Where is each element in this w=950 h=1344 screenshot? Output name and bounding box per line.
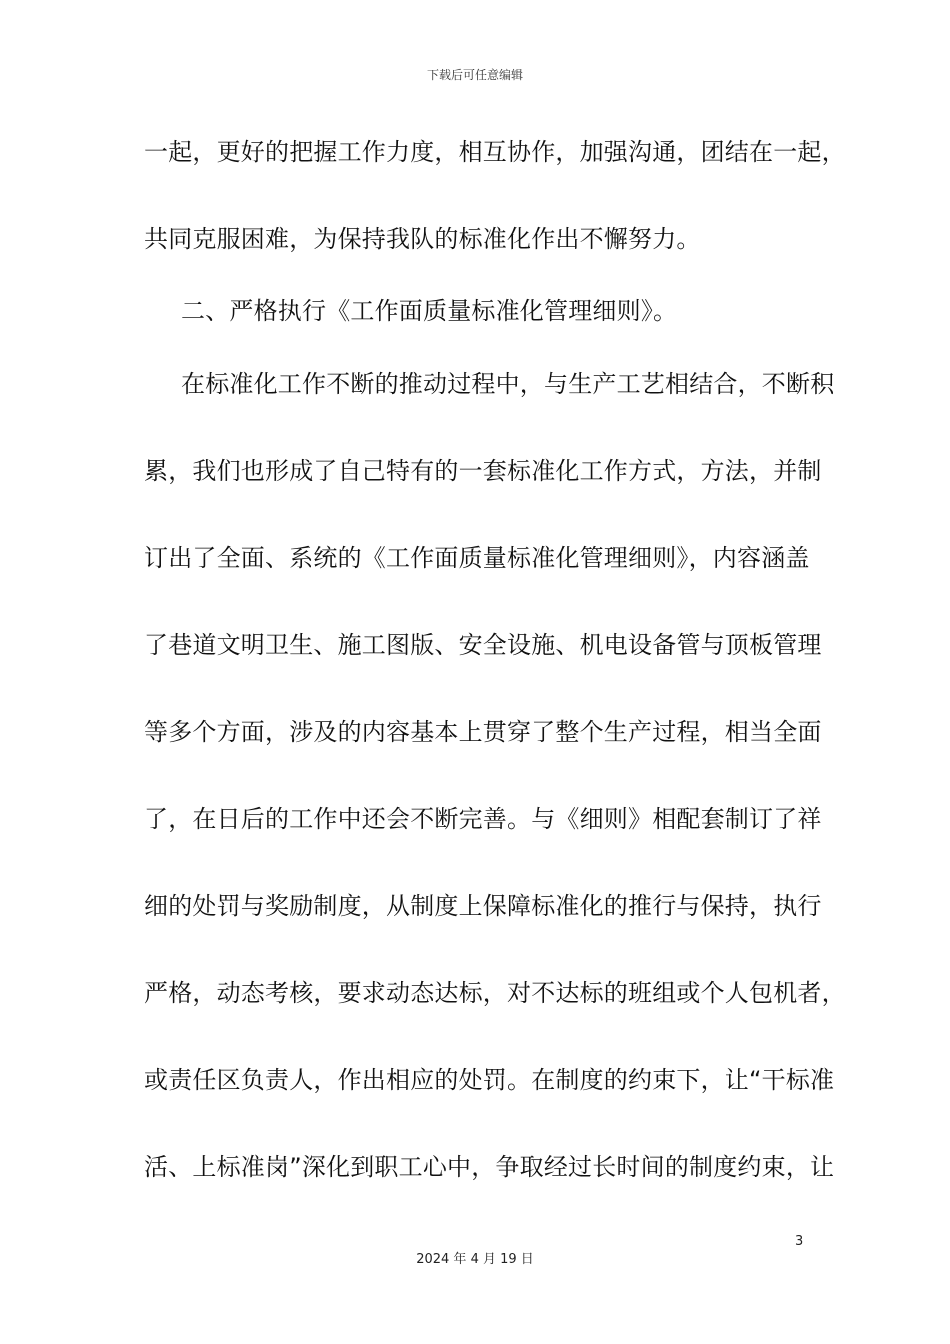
body-line-8: 等多个方面，涉及的内容基本上贯穿了整个生产过程，相当全面 <box>144 718 822 746</box>
page-number: 3 <box>795 1234 804 1249</box>
body-line-11: 严格，动态考核，要求动态达标，对不达标的班组或个人包机者， <box>144 979 846 1007</box>
body-line-12: 或责任区负责人，作出相应的处罚。在制度的约束下，让“干标准 <box>144 1066 835 1094</box>
body-line-4: 在标准化工作不断的推动过程中，与生产工艺相结合，不断积 <box>181 370 835 398</box>
body-line-6: 订出了全面、系统的《工作面质量标准化管理细则》，内容涵盖 <box>144 544 810 572</box>
body-line-9: 了，在日后的工作中还会不断完善。与《细则》相配套制订了祥 <box>144 805 822 833</box>
body-line-1: 一起，更好的把握工作力度，相互协作，加强沟通，团结在一起， <box>144 138 846 166</box>
body-line-7: 了巷道文明卫生、施工图版、安全设施、机电设备管与顶板管理 <box>144 631 822 659</box>
body-line-10: 细的处罚与奖励制度，从制度上保障标准化的推行与保持，执行 <box>144 892 822 920</box>
page-header: 下载后可任意编辑 <box>426 68 523 82</box>
body-line-5: 累，我们也形成了自己特有的一套标准化工作方式，方法，并制 <box>144 457 822 485</box>
section-heading: 二、严格执行《工作面质量标准化管理细则》。 <box>181 297 678 325</box>
body-line-13: 活、上标准岗”深化到职工心中，争取经过长时间的制度约束，让 <box>144 1153 835 1181</box>
body-line-2: 共同克服困难，为保持我队的标准化作出不懈努力。 <box>144 225 701 253</box>
footer-date: 2024 年 4 月 19 日 <box>416 1252 534 1267</box>
